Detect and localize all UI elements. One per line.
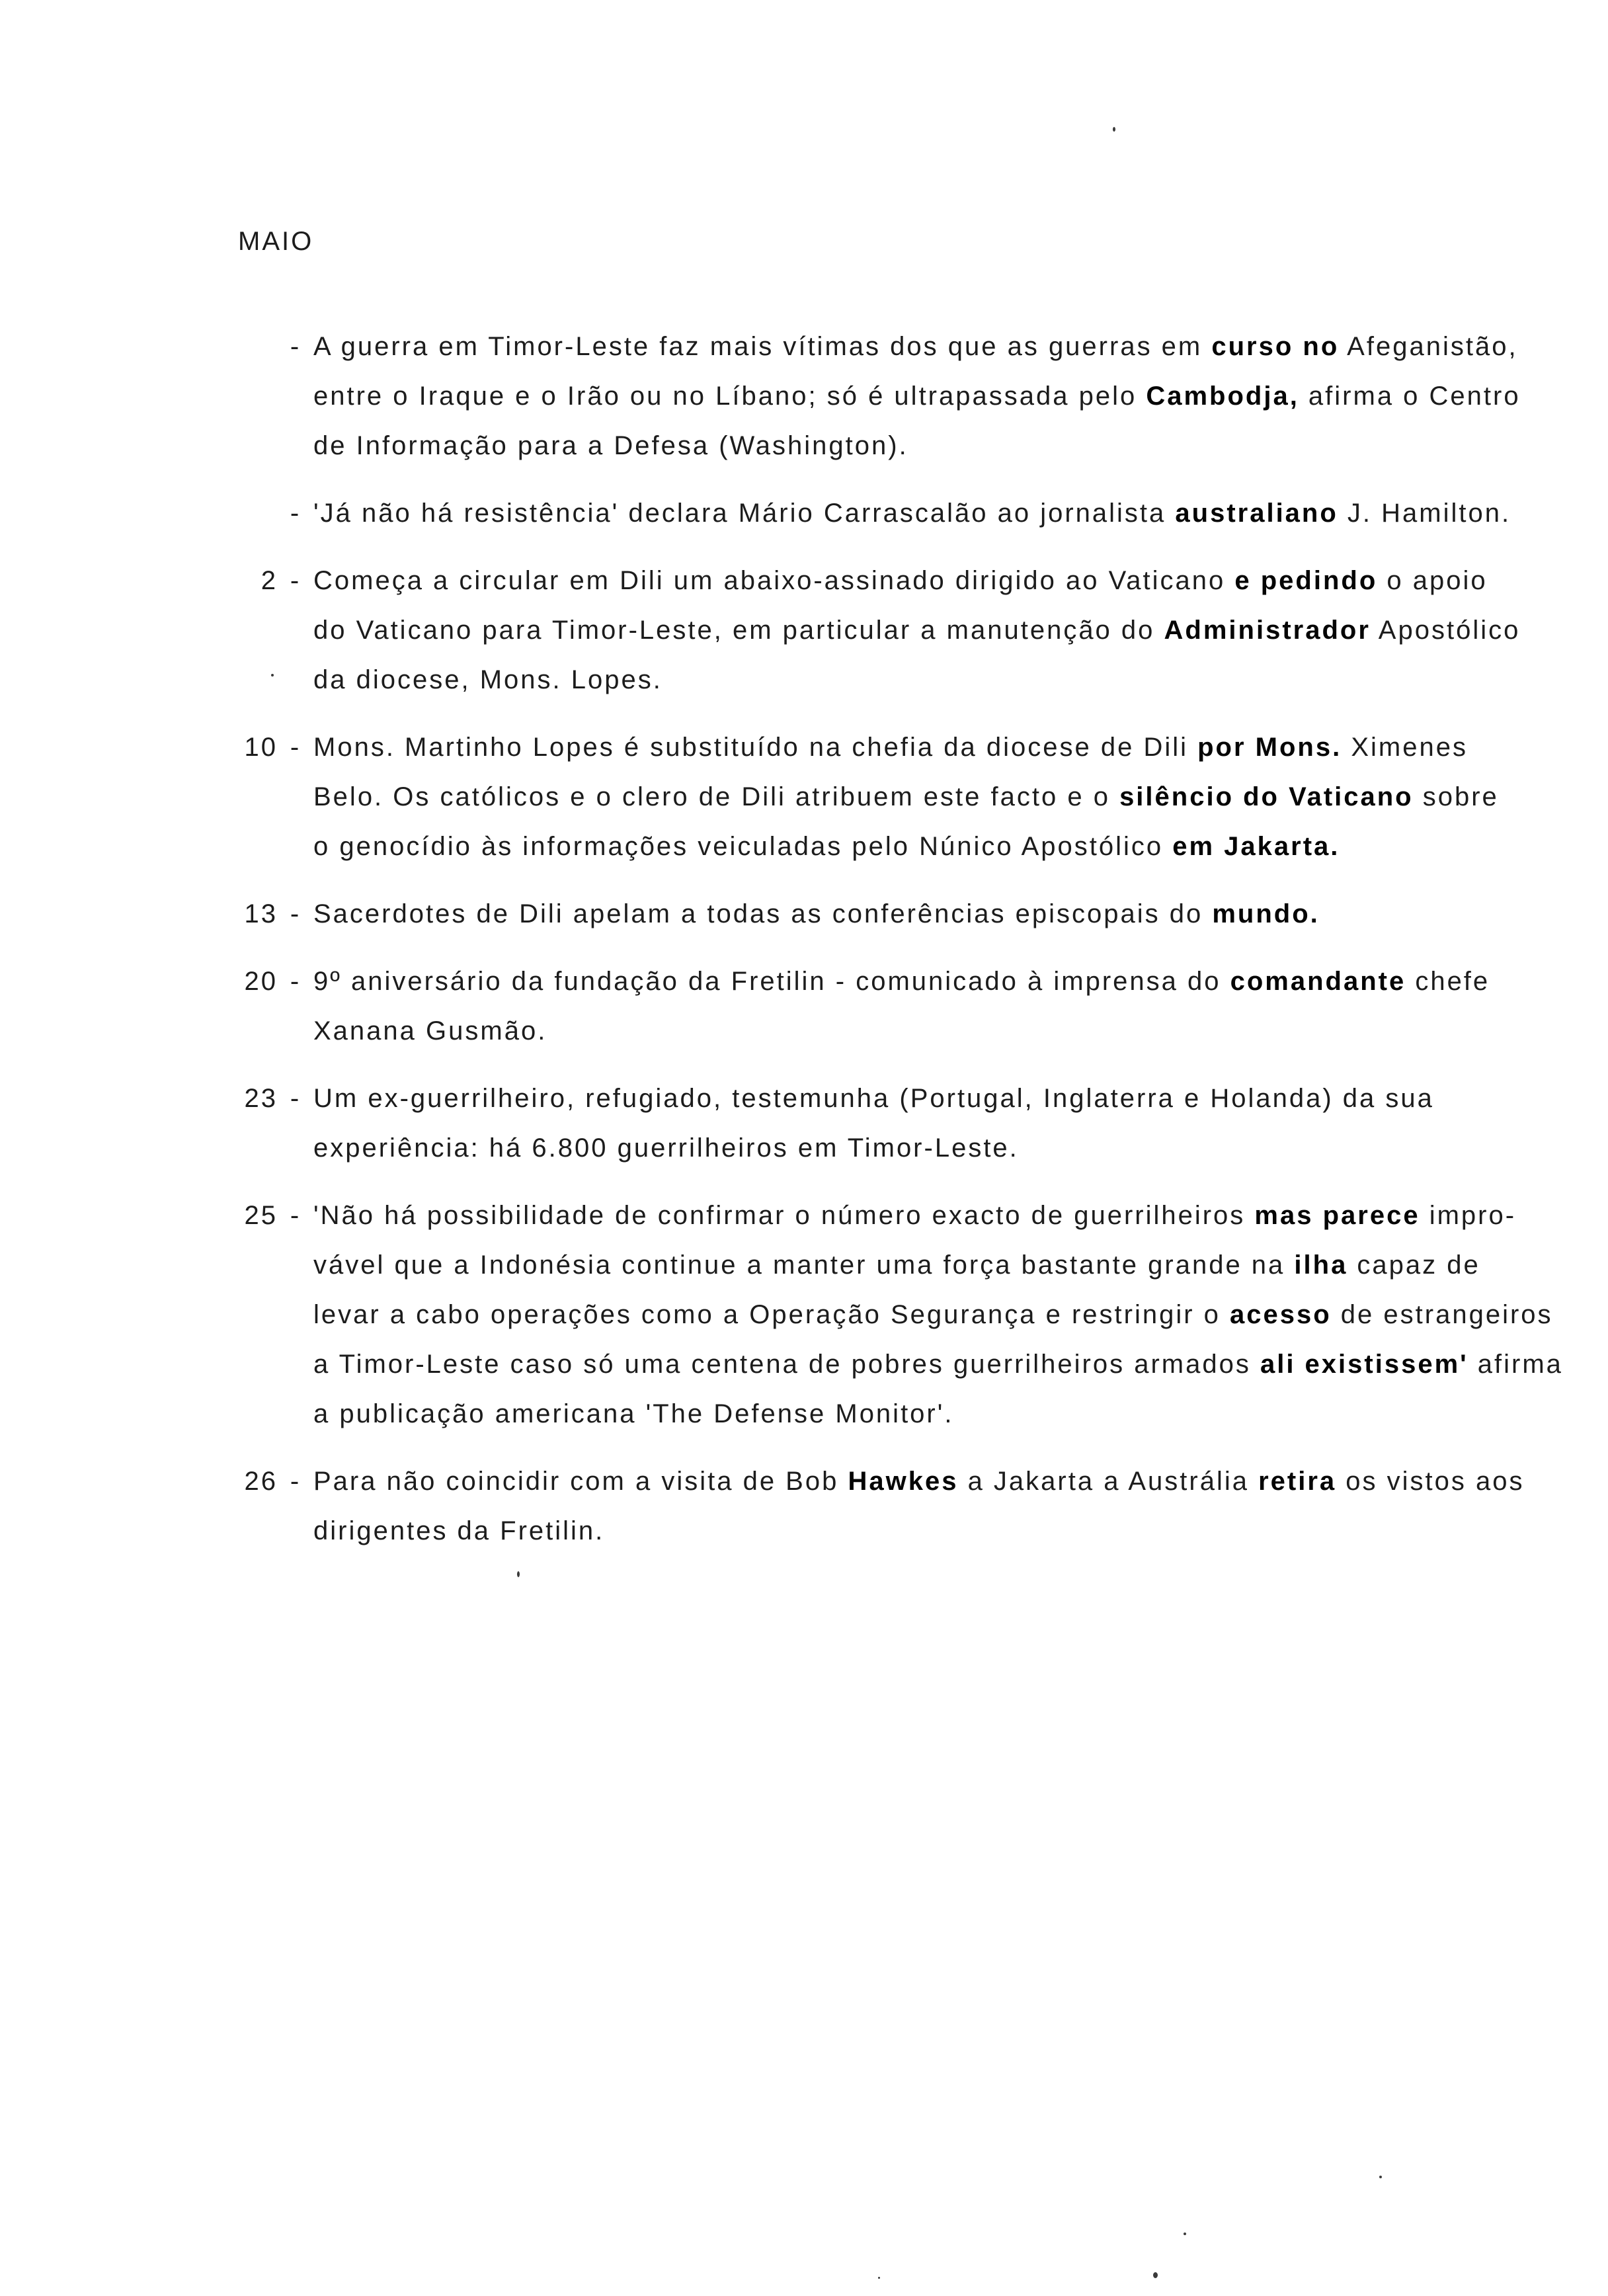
scan-speck <box>1184 2233 1186 2235</box>
entry-dash: - <box>290 1201 302 1230</box>
text-run: 'Não há possibilidade de confirmar o número exacto de guerrilheiros <box>313 1201 1255 1230</box>
entry-line <box>313 1340 1563 1389</box>
entry-text <box>313 1191 1563 1439</box>
emphasized-text-run: mundo. <box>1212 899 1320 928</box>
entry-line <box>313 655 1520 705</box>
entry-line <box>313 606 1520 655</box>
entry-dash: - <box>290 566 302 595</box>
text-run: o genocídio às informações veiculadas pelo Núnico Apostólico <box>313 832 1173 861</box>
text-run: de Informação para a Defesa (Washington). <box>313 431 908 460</box>
emphasized-text-run: por Mons. <box>1197 733 1342 762</box>
text-run: afirma <box>1468 1350 1563 1379</box>
emphasized-text-run: australiano <box>1175 499 1338 528</box>
entry-line <box>313 822 1499 872</box>
text-run: Afeganistão, <box>1339 332 1518 361</box>
text-run: Xanana Gusmão. <box>313 1016 547 1046</box>
emphasized-text-run: ali existissem' <box>1260 1350 1468 1379</box>
entry-day: 26 <box>244 1467 278 1496</box>
text-run: capaz de <box>1347 1250 1480 1280</box>
scan-speck <box>517 1571 520 1577</box>
text-run: entre o Iraque e o Irão ou no Líbano; só é ultrapassada pelo <box>313 382 1146 411</box>
entry-dash: - <box>290 967 302 996</box>
text-run: o apoio <box>1377 566 1488 595</box>
entry-dash: - <box>290 499 302 528</box>
entry-text <box>313 1074 1434 1173</box>
chronology-entry <box>0 1457 1587 1556</box>
emphasized-text-run: acesso <box>1230 1300 1332 1329</box>
entry-line <box>313 1191 1563 1241</box>
entry-day: 2 <box>261 566 278 595</box>
emphasized-text-run: ilha <box>1294 1250 1348 1280</box>
scan-speck <box>271 674 274 676</box>
text-run: do Vaticano para Timor-Leste, em particular a manutenção do <box>313 616 1164 645</box>
emphasized-text-run: Hawkes <box>848 1467 959 1496</box>
text-run: sobre <box>1413 782 1499 811</box>
text-run: vável que a Indonésia continue a manter uma força bastante grande na <box>313 1250 1295 1280</box>
text-run: 'Já não há resistência' declara Mário Carrascalão ao jornalista <box>313 499 1176 528</box>
entry-dash: - <box>290 899 302 928</box>
entry-line <box>313 1506 1525 1556</box>
text-run: Ximenes <box>1342 733 1468 762</box>
entry-line <box>313 1124 1434 1173</box>
emphasized-text-run: Administrador <box>1164 616 1371 645</box>
text-run: A guerra em Timor-Leste faz mais vítimas dos que as guerras em <box>313 332 1212 361</box>
emphasized-text-run: comandante <box>1230 967 1406 996</box>
entry-line <box>313 723 1499 772</box>
scan-speck <box>1379 2176 1382 2178</box>
entry-line <box>313 889 1320 939</box>
chronology-entry <box>0 1191 1587 1439</box>
text-run: afirma o Centro <box>1299 382 1521 411</box>
entry-line <box>313 1241 1563 1290</box>
entry-text <box>313 889 1320 939</box>
chronology-entry <box>0 322 1587 471</box>
entry-dash: - <box>290 332 302 361</box>
text-run: Para não coincidir com a visita de Bob <box>313 1467 848 1496</box>
entry-line <box>313 1290 1563 1340</box>
entry-day: 23 <box>244 1084 278 1113</box>
entry-line <box>313 957 1490 1006</box>
text-run: impro- <box>1420 1201 1517 1230</box>
emphasized-text-run: Cambodja, <box>1146 382 1299 411</box>
emphasized-text-run: em Jakarta. <box>1172 832 1340 861</box>
entry-line <box>313 489 1511 538</box>
text-run: de estrangeiros <box>1331 1300 1553 1329</box>
chronology-entry <box>0 489 1587 538</box>
text-run: a Jakarta a Austrália <box>958 1467 1259 1496</box>
entry-day: 20 <box>244 967 278 996</box>
text-run: a publicação americana 'The Defense Monitor'. <box>313 1399 954 1428</box>
emphasized-text-run: silêncio do Vaticano <box>1119 782 1414 811</box>
entry-line <box>313 372 1521 421</box>
text-run: a Timor-Leste caso só uma centena de pobres guerrilheiros armados <box>313 1350 1260 1379</box>
chronology-entry <box>0 1074 1587 1173</box>
text-run: da diocese, Mons. Lopes. <box>313 665 663 694</box>
chronology-entry <box>0 556 1587 705</box>
text-run: experiência: há 6.800 guerrilheiros em Timor-Leste. <box>313 1133 1019 1163</box>
entry-dash: - <box>290 733 302 762</box>
entry-dash: - <box>290 1467 302 1496</box>
emphasized-text-run: curso no <box>1211 332 1340 361</box>
emphasized-text-run: mas parece <box>1254 1201 1420 1230</box>
entry-line <box>313 1074 1434 1124</box>
entry-text <box>313 957 1490 1056</box>
text-run: dirigentes da Fretilin. <box>313 1516 605 1545</box>
entry-line <box>313 1006 1490 1056</box>
entry-line <box>313 556 1520 606</box>
text-run: os vistos aos <box>1336 1467 1525 1496</box>
entry-line <box>313 772 1499 822</box>
entry-line <box>313 421 1521 471</box>
chronology-entry <box>0 957 1587 1056</box>
emphasized-text-run: e pedindo <box>1234 566 1378 595</box>
entry-text <box>313 1457 1525 1556</box>
text-run: Apostólico <box>1370 616 1521 645</box>
chronology-entry <box>0 723 1587 872</box>
text-run: Mons. Martinho Lopes é substituído na chefia da diocese de Dili <box>313 733 1198 762</box>
text-run: J. Hamilton. <box>1338 499 1511 528</box>
text-run: chefe <box>1406 967 1490 996</box>
chronology-entry <box>0 889 1587 939</box>
entry-dash: - <box>290 1084 302 1113</box>
text-run: Belo. Os católicos e o clero de Dili atribuem este facto e o <box>313 782 1120 811</box>
entry-day: 13 <box>244 899 278 928</box>
emphasized-text-run: retira <box>1258 1467 1337 1496</box>
entry-line <box>313 1457 1525 1506</box>
entry-line <box>313 1389 1563 1439</box>
scan-speck <box>878 2277 880 2279</box>
text-run: 9º aniversário da fundação da Fretilin - comunicado à imprensa do <box>313 967 1230 996</box>
scan-speck <box>1113 127 1115 132</box>
entry-text <box>313 723 1499 872</box>
chronology-list <box>0 322 1587 1574</box>
entry-text <box>313 489 1511 538</box>
month-heading: MAIO <box>238 227 314 256</box>
entry-text <box>313 556 1520 705</box>
text-run: Começa a circular em Dili um abaixo-assinado dirigido ao Vaticano <box>313 566 1235 595</box>
text-run: Um ex-guerrilheiro, refugiado, testemunha (Portugal, Inglaterra e Holanda) da sua <box>313 1084 1434 1113</box>
entry-text <box>313 322 1521 471</box>
entry-day: 25 <box>244 1201 278 1230</box>
text-run: Sacerdotes de Dili apelam a todas as conferências episcopais do <box>313 899 1213 928</box>
text-run: levar a cabo operações como a Operação Segurança e restringir o <box>313 1300 1230 1329</box>
entry-line <box>313 322 1521 372</box>
entry-day: 10 <box>244 733 278 762</box>
scan-speck <box>1153 2272 1158 2278</box>
